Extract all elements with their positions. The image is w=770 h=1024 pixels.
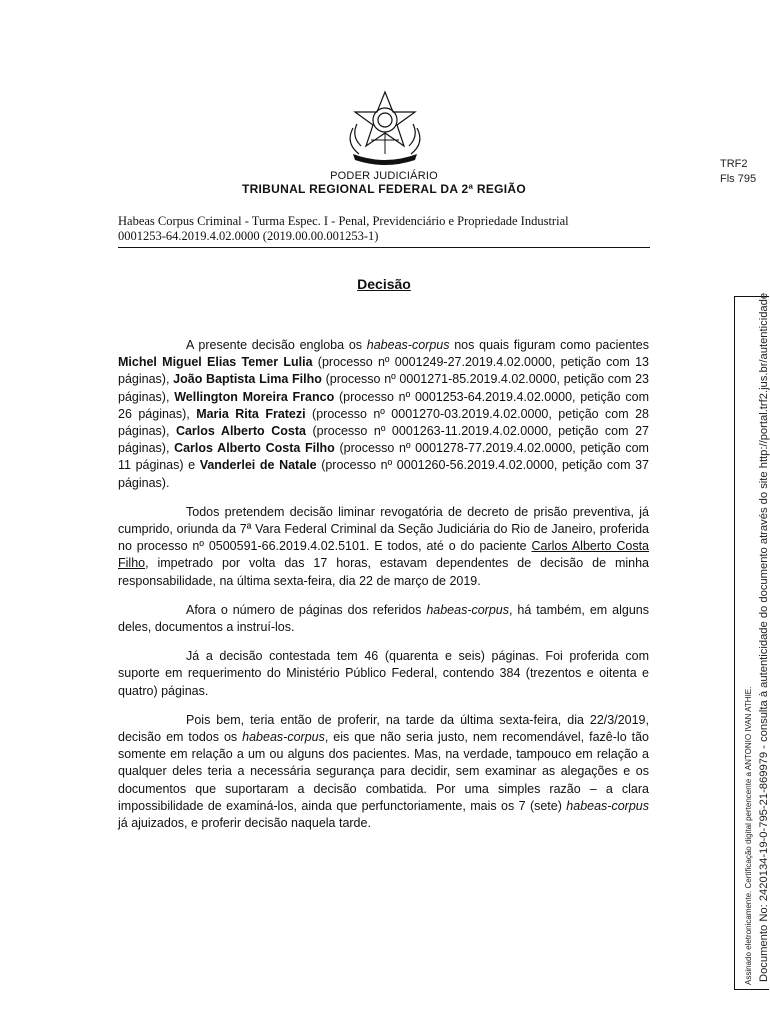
text: (processo nº 0001253-64.2019.4.02.0000, petição com 26 páginas),: [118, 389, 649, 421]
text: (processo nº 0001263-11.2019.4.02.0000, petição com 27 páginas),: [118, 424, 649, 456]
text: (processo nº 0001278-77.2019.4.02.0000, petição com 11 páginas) e: [118, 441, 649, 473]
text: , eis que não seria justo, nem recomendável, fazê-lo tão somente em relação a um ou alguns dos pacientes. Mas, na verdade, tampouco em relação a qualquer deles teria a necessária segurança para decidir, sem examinar as alegações e os documentos que suportaram a decisão combatida. Por uma simples razão – a clara impossibilidade de examiná-los, ainda que perfunctoriamente, mais os 7 (sete): [118, 730, 650, 813]
paragraph-4: Já a decisão contestada tem 46 (quarenta e seis) páginas. Foi proferida com suporte em requerimento do Ministério Público Federal, contendo 384 (trezentos e oitenta e quatro) páginas.: [118, 649, 649, 698]
authenticity-note: Documento No: 2420134-19-0-795-21-869979 - consulta à autenticidade do documento através do site http://portal.trf2.jus.br/autenticidade: [758, 292, 770, 982]
corner-court: TRF2: [720, 158, 748, 170]
text: (processo nº 0001249-27.2019.4.02.0000, petição com 13 páginas),: [118, 355, 649, 387]
text: (processo nº 0001270-03.2019.4.02.0000, petição com 28 páginas),: [118, 406, 649, 439]
paragraph-3: [118, 602, 649, 636]
italic-term: habeas-corpus: [242, 730, 325, 745]
decision-body: [118, 337, 649, 844]
text: (processo nº 0001260-56.2019.4.02.0000, petição com 37 páginas).: [118, 458, 649, 490]
italic-term: habeas-corpus: [426, 602, 510, 617]
patient-name: Wellington Moreira Franco: [174, 389, 335, 404]
text: Todos pretendem decisão liminar revogatória de decreto de prisão preventiva, já cumprido, oriunda da 7ª Vara Federal Criminal da Seção Judiciária do Rio de Janeiro, proferida no processo nº 0500591-66.2019.4.02.5101. E todos, até o do paciente: [118, 504, 649, 554]
text: A presente decisão engloba os: [186, 338, 367, 352]
patient-name: Carlos Alberto Costa: [175, 424, 306, 439]
patient-name: João Baptista Lima Filho: [173, 372, 322, 387]
text: (processo nº 0001271-85.2019.4.02.0000, petição com 23 páginas),: [118, 372, 649, 404]
text: nos quais figuram como pacientes: [449, 338, 649, 352]
patient-name: Michel Miguel Elias Temer Lulia: [118, 355, 313, 370]
process-header: [118, 214, 650, 248]
brazil-coat-of-arms-icon: [335, 88, 435, 168]
patient-name: Carlos Alberto Costa Filho: [174, 441, 335, 456]
italic-term: habeas-corpus: [366, 338, 450, 352]
text: , há também, em alguns deles, documentos a instruí-los.: [118, 602, 649, 635]
text: já ajuizados, e proferir decisão naquela tarde.: [118, 816, 371, 831]
paragraph-5: [118, 712, 649, 832]
italic-term: habeas-corpus: [566, 798, 649, 813]
patient-name: Maria Rita Fratezi: [196, 406, 306, 421]
underlined-name: Carlos Alberto Costa Filho: [118, 539, 649, 571]
paragraph-2: [118, 504, 649, 590]
text: Afora o número de páginas dos referidos: [186, 602, 427, 617]
process-class: Habeas Corpus Criminal - Turma Espec. I - Penal, Previdenciário e Propriedade Industrial: [118, 214, 569, 228]
corner-stamp: [720, 157, 756, 187]
paragraph-1: [118, 337, 649, 492]
header-judiciary: PODER JUDICIÁRIO: [330, 170, 438, 182]
corner-folio: Fls 795: [720, 173, 757, 185]
signature-note: Assinado eletronicamente. Certificação digital pertencente a ANTONIO IVAN ATHIE.: [744, 686, 753, 985]
text: , impetrado por volta das 17 horas, estavam dependentes de decisão de minha responsabilidade, na última sexta-feira, dia 22 de março de 2019.: [118, 556, 649, 588]
header-court-name: TRIBUNAL REGIONAL FEDERAL DA 2ª REGIÃO: [241, 182, 527, 196]
document-title: Decisão: [357, 276, 411, 292]
text: Pois bem, teria então de proferir, na tarde da última sexta-feira, dia 22/3/2019, decisão em todos os: [118, 712, 649, 745]
patient-name: Vanderlei de Natale: [199, 458, 317, 473]
process-number: 0001253-64.2019.4.02.0000 (2019.00.00.001253-1): [118, 229, 379, 243]
